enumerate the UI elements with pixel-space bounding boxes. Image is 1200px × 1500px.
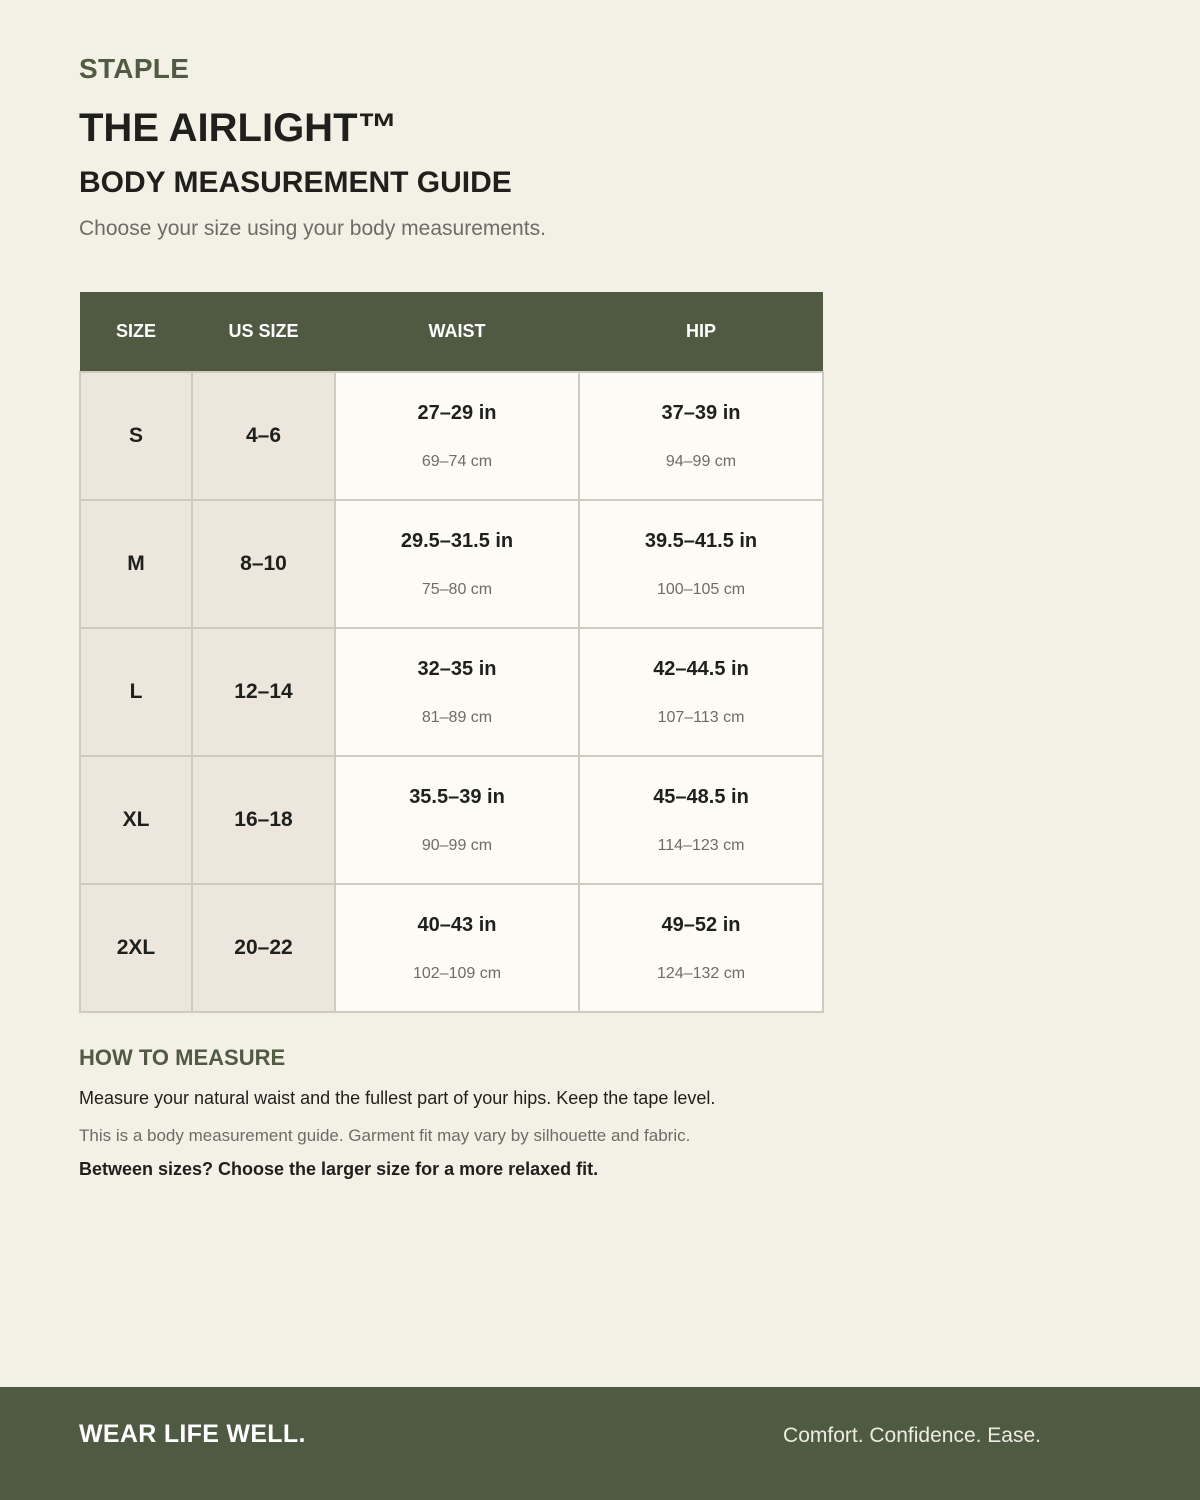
us-size-cell: 8–10 (192, 500, 335, 628)
waist-cell (335, 628, 579, 756)
size-cell: L (80, 628, 192, 756)
us-size-cell: 16–18 (192, 756, 335, 884)
page-subtitle: Choose your size using your body measurements. (79, 217, 546, 240)
waist-inches: 40–43 in (417, 913, 497, 936)
hip-inches: 39.5–41.5 in (644, 529, 758, 552)
hip-cm: 107–113 cm (657, 708, 745, 726)
hip-inches: 45–48.5 in (653, 785, 749, 808)
waist-cm: 102–109 cm (412, 964, 502, 982)
waist-cm: 90–99 cm (421, 836, 493, 854)
waist-cell (335, 756, 579, 884)
hip-cm: 124–132 cm (656, 964, 746, 982)
footer-band (0, 1387, 1200, 1500)
table-row (80, 372, 823, 500)
size-cell: M (80, 500, 192, 628)
hip-cell (579, 500, 823, 628)
how-to-measure-heading: HOW TO MEASURE (79, 1045, 286, 1070)
us-size-cell: 4–6 (192, 372, 335, 500)
waist-cell (335, 884, 579, 1012)
measure-instruction: Measure your natural waist and the fullest part of your hips. Keep the tape level. (79, 1088, 716, 1108)
footer-tagline: Comfort. Confidence. Ease. (783, 1424, 1041, 1447)
brand-name: STAPLE (79, 53, 190, 84)
table-header-row (80, 292, 823, 372)
table-row (80, 756, 823, 884)
waist-cm: 69–74 cm (421, 452, 493, 470)
hip-inches: 49–52 in (661, 913, 741, 936)
product-title: THE AIRLIGHT™ (79, 106, 398, 150)
hip-cm: 100–105 cm (656, 580, 746, 598)
table-row (80, 500, 823, 628)
table-row (80, 628, 823, 756)
between-sizes-tip: Between sizes? Choose the larger size for a more relaxed fit. (79, 1159, 599, 1179)
waist-cm: 75–80 cm (421, 580, 493, 598)
fit-disclaimer: This is a body measurement guide. Garment fit may vary by silhouette and fabric. (79, 1126, 691, 1145)
waist-cell (335, 500, 579, 628)
waist-inches: 32–35 in (417, 657, 497, 680)
footer-slogan: WEAR LIFE WELL. (79, 1420, 306, 1448)
hip-cell (579, 756, 823, 884)
hip-cell (579, 884, 823, 1012)
size-chart-table (79, 292, 824, 1013)
hip-inches: 37–39 in (661, 401, 741, 424)
size-cell: XL (80, 756, 192, 884)
size-cell: S (80, 372, 192, 500)
hip-cell (579, 372, 823, 500)
column-header-hip: HIP (579, 292, 823, 372)
size-cell: 2XL (80, 884, 192, 1012)
hip-inches: 42–44.5 in (653, 657, 749, 680)
us-size-cell: 20–22 (192, 884, 335, 1012)
hip-cm: 114–123 cm (657, 836, 745, 854)
hip-cell (579, 628, 823, 756)
column-header-us-size: US SIZE (192, 292, 335, 372)
hip-cm: 94–99 cm (665, 452, 737, 470)
waist-inches: 35.5–39 in (409, 785, 505, 808)
page-title: BODY MEASUREMENT GUIDE (79, 166, 512, 199)
waist-inches: 29.5–31.5 in (400, 529, 514, 552)
column-header-size: SIZE (80, 292, 192, 372)
table-row (80, 884, 823, 1012)
waist-cell (335, 372, 579, 500)
waist-cm: 81–89 cm (421, 708, 493, 726)
us-size-cell: 12–14 (192, 628, 335, 756)
column-header-waist: WAIST (335, 292, 579, 372)
waist-inches: 27–29 in (417, 401, 497, 424)
